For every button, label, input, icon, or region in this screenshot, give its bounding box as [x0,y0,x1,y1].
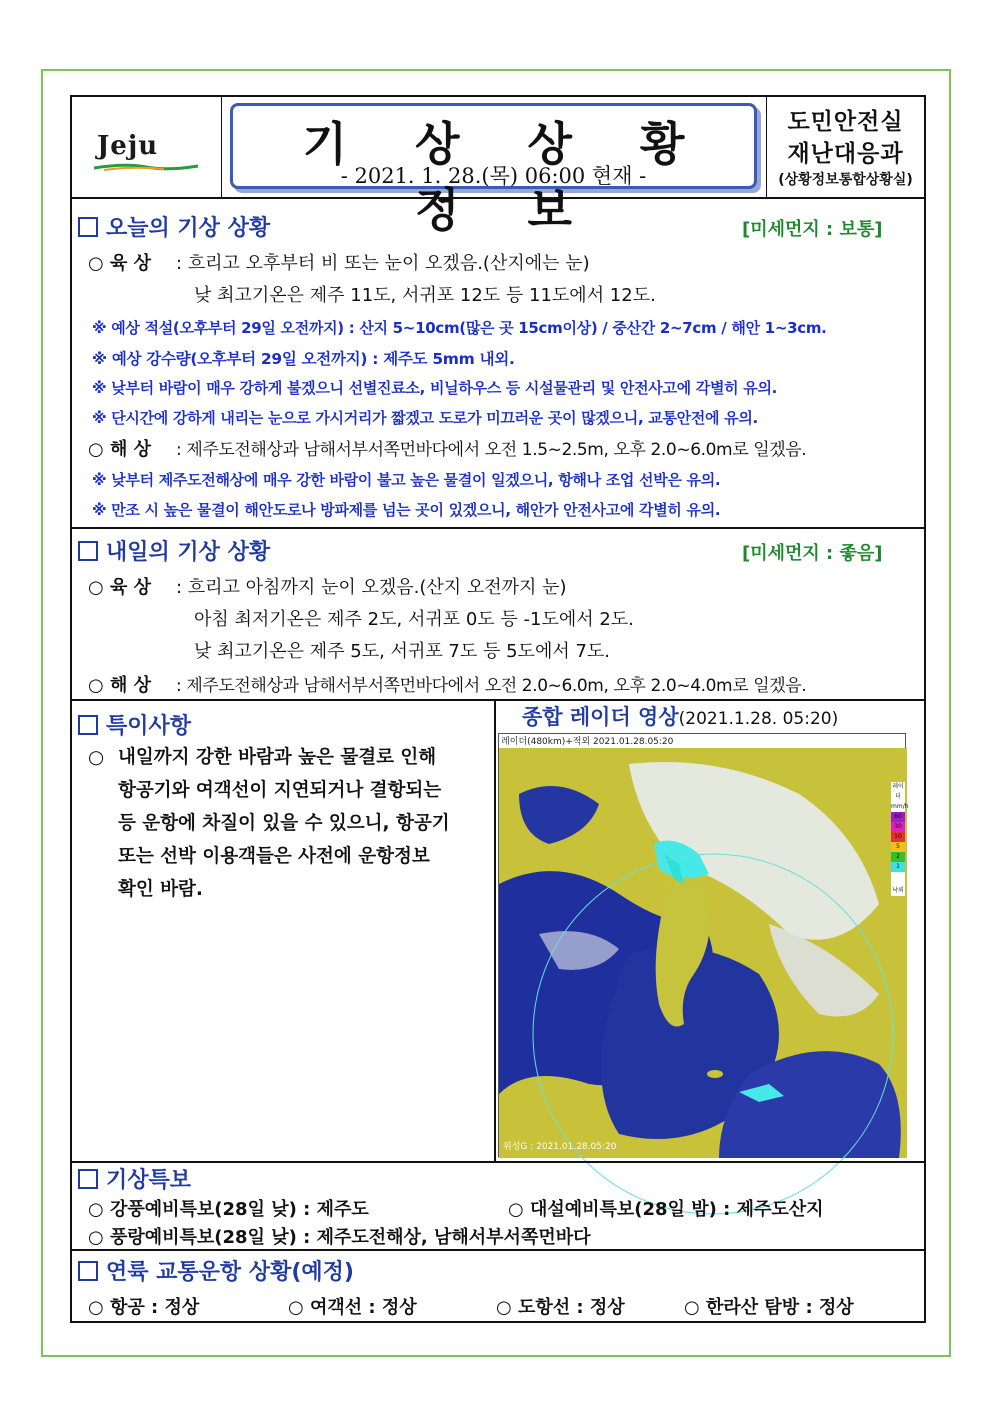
warnings-title-text: 기상특보 [106,1168,192,1193]
division-name: 재난대응과 [787,141,904,167]
legend-value: 2 [891,852,905,862]
legend-value: 1 [891,862,905,872]
tomorrow-sea-line: : 제주도전해상과 남해서부서쪽먼바다에서 오전 2.0~6.0m, 오후 2.0~4.0m로 일겠음. [176,676,807,696]
divider [72,1161,924,1163]
special-line: 등 운항에 차질이 있을 수 있으니, 항공기 [118,813,450,834]
today-sea-note2: ※ 만조 시 높은 물결이 해안도로나 방파제를 넘는 곳이 있겠으니, 해안가 안전사고에 각별히 유의. [92,501,721,519]
today-note-wind: ※ 낮부터 바람이 매우 강하게 불겠으니 선별진료소, 비닐하우스 등 시설물관리 및 안전사고에 각별히 유의. [92,379,778,397]
logo-cell [72,97,222,197]
tomorrow-land-label: ○ 육 상 [88,577,152,598]
today-title-text: 오늘의 기상 상황 [106,216,271,241]
today-sea-line: : 제주도전해상과 남해서부서쪽먼바다에서 오전 1.5~2.5m, 오후 2.0~6.0m로 일겠음. [176,440,807,460]
radar-map [499,734,907,1158]
radar-image-footer: 위성G : 2021.01.28.05:20 [503,1142,617,1152]
radar-legend [891,782,909,896]
legend-value: 60 [891,812,905,822]
title-cell [222,97,767,237]
warnings-section-title [78,1163,191,1194]
report-date: - 2021. 1. 28.(목) 06:00 현재 - [340,164,647,188]
special-title-text: 특이사항 [106,714,192,739]
traffic-item-island-ferry: ○ 도항선 : 정상 [496,1297,625,1318]
office-name: (상황정보통합상황실) [778,172,913,188]
warning-item-snow: ○ 대설예비특보(28일 밤) : 제주도산지 [508,1199,824,1220]
special-line: 항공기와 여객선이 지연되거나 결항되는 [118,780,442,801]
tomorrow-land-line2: 아침 최저기온은 제주 2도, 서귀포 0도 등 -1도에서 2도. [194,609,634,630]
checkbox-icon [78,1169,98,1189]
checkbox-icon [78,715,98,735]
today-land-line1: : 흐리고 오후부터 비 또는 눈이 오겠음.(산지에는 눈) [176,253,590,274]
report-title: 기 상 상 황 정 보 [302,117,711,237]
radar-time: (2021.1.28. 05:20) [678,709,839,729]
traffic-title-text: 연륙 교통운항 상황(예정) [106,1260,354,1285]
logo-swoosh-icon [94,163,198,171]
today-note-snow: ※ 예상 적설(오후부터 29일 오전까지) : 산지 5~10cm(많은 곳 15cm이상) / 중산간 2~7cm / 해안 1~3cm. [92,319,827,337]
radar-image [498,733,909,1157]
warning-item-wave: ○ 풍랑예비특보(28일 낮) : 제주도전해상, 남해서부서쪽먼바다 [88,1227,591,1248]
legend-title: 레이더 [892,783,904,800]
jeju-logo: Jeju [97,131,159,161]
tomorrow-land-line3: 낮 최고기온은 제주 5도, 서귀포 7도 등 5도에서 7도. [194,641,611,662]
traffic-item-hallasan: ○ 한라산 탐방 : 정상 [684,1297,854,1318]
special-line: 내일까지 강한 바람과 높은 물결로 인해 [118,747,437,768]
today-dust-badge: [미세먼지 : 보통] [742,219,883,240]
legend-value: 30 [891,822,905,832]
special-bullet: ○ [88,747,105,768]
today-sea-note1: ※ 낮부터 제주도전해상에 매우 강한 바람이 불고 높은 물결이 일겠으니, 항해나 조업 선박은 유의. [92,471,721,489]
checkbox-icon [78,1261,98,1281]
legend-lightning: 낙뢰 [892,887,904,894]
legend-unit: mm/h [891,803,909,810]
legend-value: 10 [891,832,905,842]
tomorrow-section-title [78,535,270,566]
special-line: 또는 선박 이용객들은 사전에 운항정보 [118,846,430,867]
tomorrow-title-text: 내일의 기상 상황 [106,540,271,565]
today-land-line2: 낮 최고기온은 제주 11도, 서귀포 12도 등 11도에서 12도. [194,285,656,306]
tomorrow-land-line1: : 흐리고 아침까지 눈이 오겠음.(산지 오전까지 눈) [176,577,567,598]
checkbox-icon [78,541,98,561]
today-sea-label: ○ 해 상 [88,439,152,460]
traffic-item-ferry: ○ 여객선 : 정상 [288,1297,417,1318]
divider [72,1249,924,1251]
department-cell [767,97,924,197]
tomorrow-sea-label: ○ 해 상 [88,675,152,696]
column-divider [494,699,496,1161]
checkbox-icon [78,217,98,237]
tomorrow-dust-badge: [미세먼지 : 좋음] [742,543,883,564]
traffic-section-title [78,1255,354,1286]
legend-value: 5 [891,842,905,852]
today-note-traffic: ※ 단시간에 강하게 내리는 눈으로 가시거리가 짧겠고 도로가 미끄러운 곳이 많겠으니, 교통안전에 유의. [92,409,758,427]
radar-title [522,701,838,731]
radar-title-text: 종합 레이더 영상 [522,705,679,729]
today-note-rain: ※ 예상 강수량(오후부터 29일 오전까지) : 제주도 5mm 내외. [92,350,515,368]
weather-report [70,95,926,1323]
department-name: 도민안전실 [787,109,904,135]
today-section-title [78,211,270,242]
special-section-title [78,709,191,740]
warning-item-wind: ○ 강풍예비특보(28일 낮) : 제주도 [88,1199,369,1220]
traffic-item-air: ○ 항공 : 정상 [88,1297,200,1318]
special-line: 확인 바람. [118,879,203,900]
divider [72,527,924,529]
today-land-label: ○ 육 상 [88,253,152,274]
title-box [230,103,757,237]
radar-image-header: 레이더(480km)+적외 2021.01.28.05:20 [499,734,905,748]
special-notice [88,741,488,906]
